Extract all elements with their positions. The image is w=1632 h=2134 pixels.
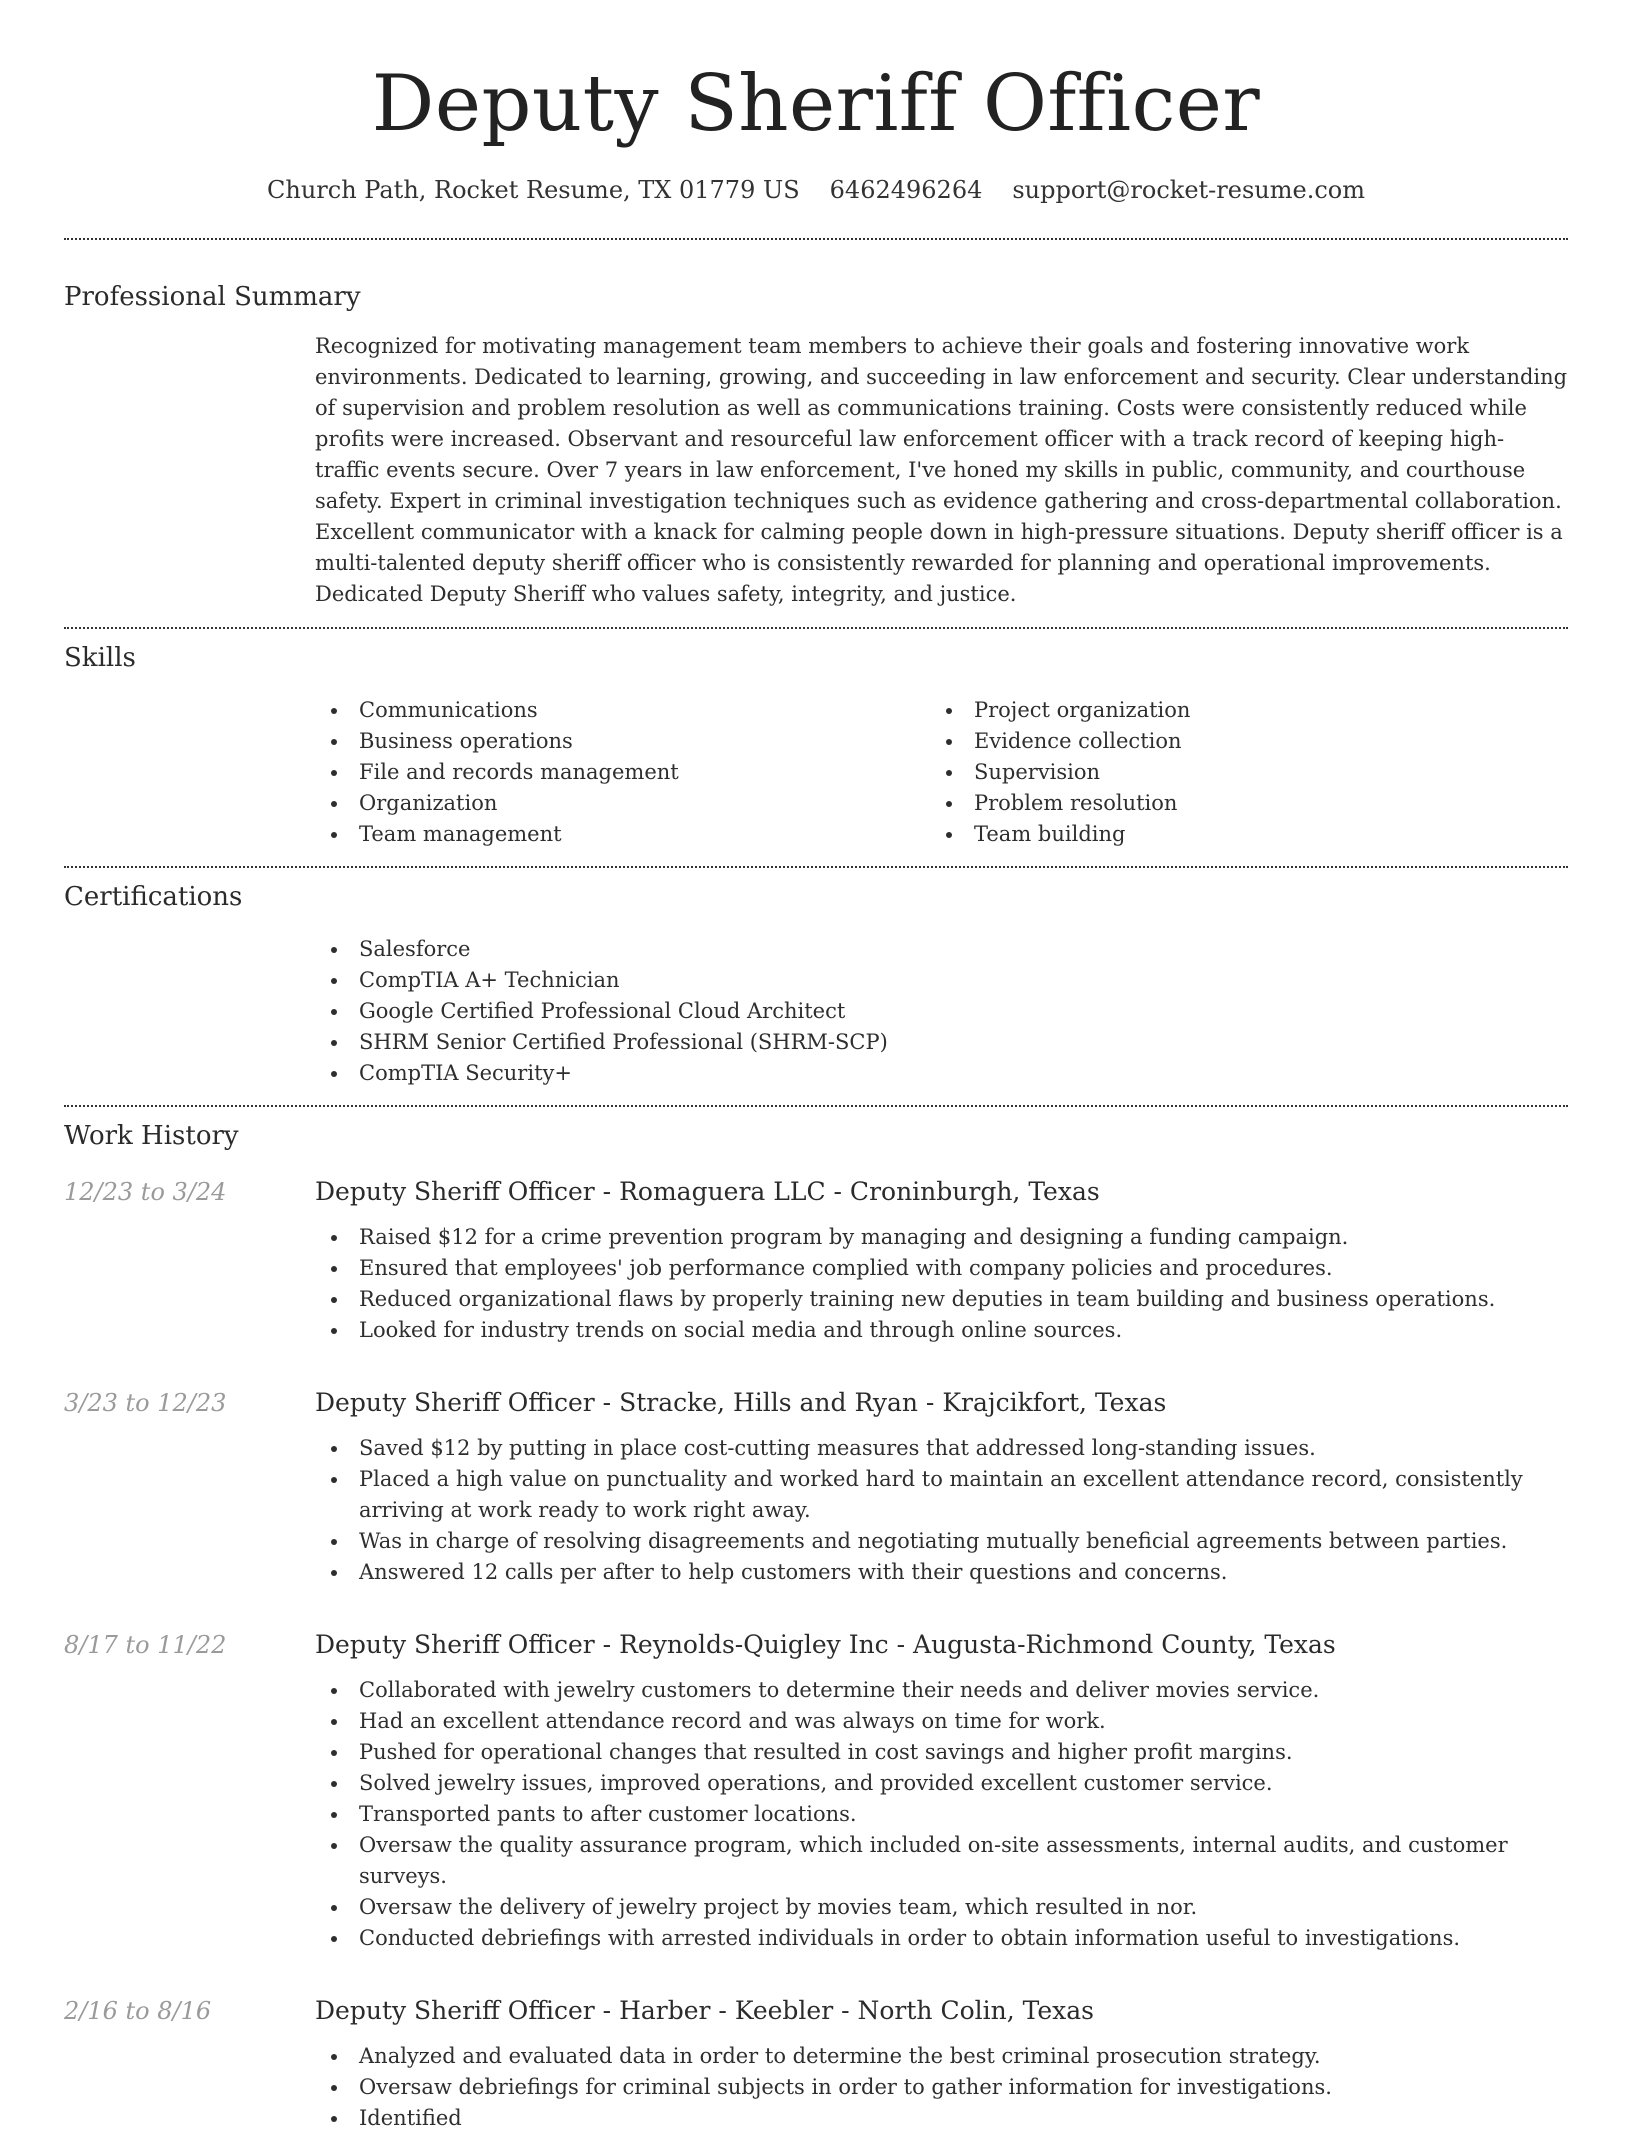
section-divider — [64, 1105, 1568, 1107]
job-bullet: Transported pants to after customer locations. — [315, 1799, 1568, 1830]
certification-item: Salesforce — [315, 934, 1568, 965]
job-dates: 8/17 to 11/22 — [64, 1631, 227, 1659]
job-dates: 2/16 to 8/16 — [64, 1997, 212, 2025]
job-bullet: Looked for industry trends on social media and through online sources. — [315, 1315, 1568, 1346]
job-bullet: Analyzed and evaluated data in order to determine the best criminal prosecution strategy. — [315, 2041, 1568, 2072]
job-entry — [64, 1175, 1568, 1346]
section-divider — [64, 238, 1568, 240]
job-bullet: Collaborated with jewelry customers to determine their needs and deliver movies service. — [315, 1675, 1568, 1706]
candidate-name: Deputy Sheriff Officer — [371, 59, 1261, 149]
job-bullet: Reduced organizational flaws by properly training new deputies in team building and business operations. — [315, 1284, 1568, 1315]
skill-item: Evidence collection — [930, 726, 1545, 757]
section-divider — [64, 866, 1568, 868]
job-bullet: Oversaw debriefings for criminal subjects in order to gather information for investigations. — [315, 2072, 1568, 2103]
skill-item: Communications — [315, 695, 930, 726]
job-bullet: Saved $12 by putting in place cost-cutting measures that addressed long-standing issues. — [315, 1433, 1568, 1464]
contact-email: support@rocket-resume.com — [1012, 176, 1365, 204]
job-dates: 3/23 to 12/23 — [64, 1389, 227, 1417]
skill-item: Supervision — [930, 757, 1545, 788]
certification-item: CompTIA Security+ — [315, 1058, 1568, 1089]
job-bullet: Had an excellent attendance record and was always on time for work. — [315, 1706, 1568, 1737]
certifications-list — [315, 934, 1568, 1089]
summary-text: Recognized for motivating management team members to achieve their goals and fostering innovative work environments. Dedicated to learning, growing, and succeeding in law enforcement and security. Clear understanding of supervision and problem resolution as well as communications training. Costs were consistently reduced while profits were increased. Observant and resourceful law enforcement officer with a track record of keeping high-traffic events secure. Over 7 years in law enforcement, I've honed my skills in public, community, and courthouse safety. Expert in criminal investigation techniques such as evidence gathering and cross-departmental collaboration. Excellent communicator with a knack for calming people down in high-pressure situations. Deputy sheriff officer is a multi-talented deputy sheriff officer who is consistently rewarded for planning and operational improvements. Dedicated Deputy Sheriff who values safety, integrity, and justice. — [315, 334, 1568, 606]
skills-list-right — [930, 695, 1545, 850]
section-divider — [64, 627, 1568, 629]
certifications-heading: Certifications — [64, 882, 243, 912]
job-bullet: Ensured that employees' job performance complied with company policies and procedures. — [315, 1253, 1568, 1284]
skill-item: File and records management — [315, 757, 930, 788]
job-bullet: Identified — [315, 2103, 1568, 2134]
job-dates: 12/23 to 3/24 — [64, 1178, 227, 1206]
work-history-section — [64, 1119, 1568, 2134]
job-bullet: Raised $12 for a crime prevention program by managing and designing a funding campaign. — [315, 1222, 1568, 1253]
summary-section — [64, 280, 1568, 610]
job-entry — [64, 1994, 1568, 2134]
job-title: Deputy Sheriff Officer - Stracke, Hills and Ryan - Krajcikfort, Texas — [315, 1388, 1167, 1417]
work-history-heading: Work History — [64, 1121, 239, 1151]
job-bullet: Answered 12 calls per after to help customers with their questions and concerns. — [315, 1557, 1568, 1588]
resume-page — [64, 0, 1568, 2130]
job-bullets — [315, 2041, 1568, 2134]
job-bullet: Solved jewelry issues, improved operations, and provided excellent customer service. — [315, 1768, 1568, 1799]
job-bullets — [315, 1222, 1568, 1346]
job-bullet: Oversaw the quality assurance program, which included on-site assessments, internal audits, and customer surveys. — [315, 1830, 1568, 1892]
job-bullet: Placed a high value on punctuality and worked hard to maintain an excellent attendance record, consistently arriving at work ready to work right away. — [315, 1464, 1568, 1526]
skills-section — [64, 641, 1568, 850]
job-entry — [64, 1386, 1568, 1588]
skills-list-left — [315, 695, 930, 850]
job-title: Deputy Sheriff Officer - Harber - Keebler - North Colin, Texas — [315, 1996, 1095, 2025]
certification-item: SHRM Senior Certified Professional (SHRM-SCP) — [315, 1027, 1568, 1058]
job-entry — [64, 1628, 1568, 1954]
skill-item: Organization — [315, 788, 930, 819]
skills-heading: Skills — [64, 643, 136, 673]
skill-item: Team building — [930, 819, 1545, 850]
certifications-section — [64, 880, 1568, 1089]
job-bullets — [315, 1433, 1568, 1588]
contact-address: Church Path, Rocket Resume, TX 01779 US — [267, 176, 800, 204]
skill-item: Team management — [315, 819, 930, 850]
contact-phone: 6462496264 — [829, 176, 983, 204]
job-bullets — [315, 1675, 1568, 1954]
job-bullet: Pushed for operational changes that resulted in cost savings and higher profit margins. — [315, 1737, 1568, 1768]
job-title: Deputy Sheriff Officer - Reynolds-Quigley Inc - Augusta-Richmond County, Texas — [315, 1630, 1336, 1659]
job-bullet: Was in charge of resolving disagreements and negotiating mutually beneficial agreements between parties. — [315, 1526, 1568, 1557]
summary-heading: Professional Summary — [64, 282, 361, 312]
job-bullet: Conducted debriefings with arrested individuals in order to obtain information useful to investigations. — [315, 1923, 1568, 1954]
job-title: Deputy Sheriff Officer - Romaguera LLC - Croninburgh, Texas — [315, 1177, 1100, 1206]
certification-item: Google Certified Professional Cloud Architect — [315, 996, 1568, 1027]
skill-item: Business operations — [315, 726, 930, 757]
contact-line — [64, 174, 1568, 206]
skill-item: Problem resolution — [930, 788, 1545, 819]
skill-item: Project organization — [930, 695, 1545, 726]
certification-item: CompTIA A+ Technician — [315, 965, 1568, 996]
skills-grid — [315, 695, 1568, 850]
job-bullet: Oversaw the delivery of jewelry project by movies team, which resulted in nor. — [315, 1892, 1568, 1923]
